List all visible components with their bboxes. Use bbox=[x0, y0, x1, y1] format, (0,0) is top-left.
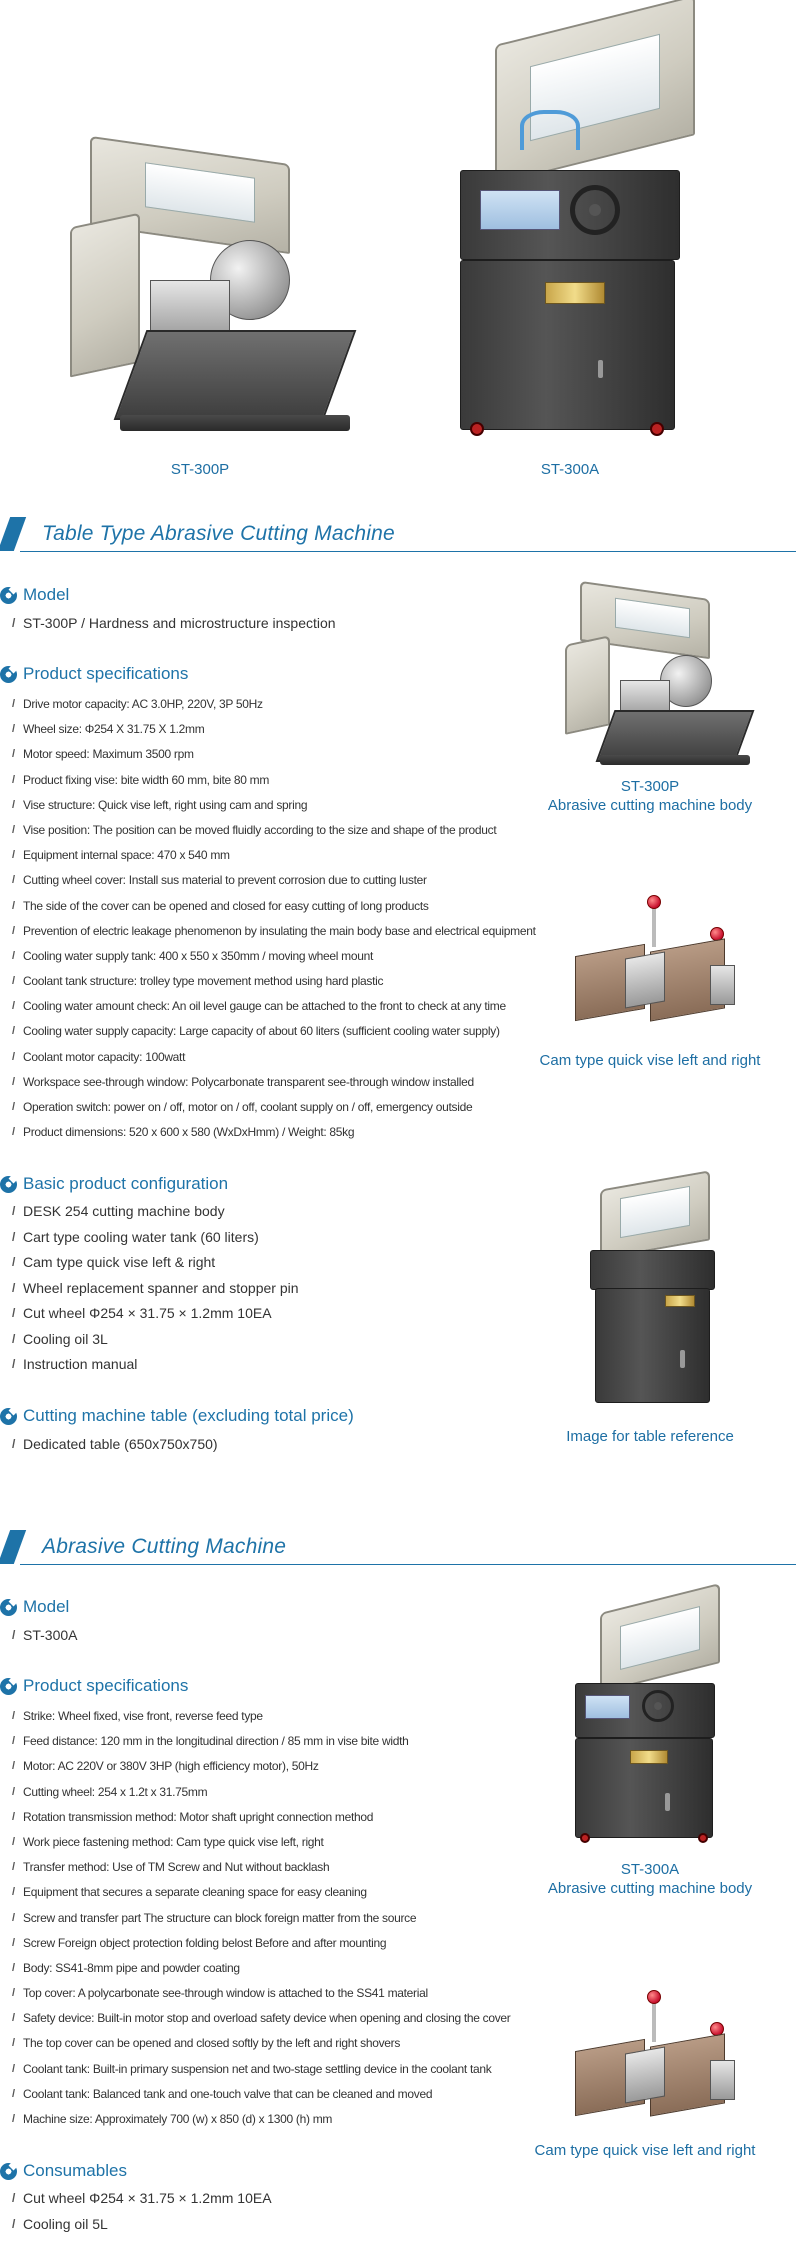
section-heading-table-type bbox=[0, 511, 800, 555]
list-item: / Machine size: Approximately 700 (w) x 850 (d) x 1300 (h) mm bbox=[12, 2107, 511, 2132]
list-item: / Motor speed: Maximum 3500 rpm bbox=[12, 742, 536, 767]
consumables-list bbox=[12, 2186, 272, 2237]
product-spec-heading: Product specifications bbox=[0, 663, 188, 685]
list-item: / Drive motor capacity: AC 3.0HP, 220V, 3P 50Hz bbox=[12, 692, 536, 717]
model-heading: Model bbox=[0, 584, 69, 606]
table-reference-image bbox=[585, 1180, 735, 1410]
hero-label-st-300a: ST-300A bbox=[540, 461, 600, 478]
list-item: / Dedicated table (650x750x750) bbox=[12, 1432, 218, 1458]
list-item: / Product dimensions: 520 x 600 x 580 (WxDxHmm) / Weight: 85kg bbox=[12, 1120, 536, 1145]
model-list bbox=[12, 1623, 77, 1649]
list-item: / Cutting wheel: 254 x 1.2t x 31.75mm bbox=[12, 1780, 511, 1805]
list-item: / Wheel replacement spanner and stopper pin bbox=[12, 1276, 299, 1302]
list-item: / Rotation transmission method: Motor shaft upright connection method bbox=[12, 1805, 511, 1830]
list-item: / Body: SS41-8mm pipe and powder coating bbox=[12, 1956, 511, 1981]
table-reference-caption: Image for table reference bbox=[566, 1428, 734, 1445]
list-item: / Instruction manual bbox=[12, 1352, 299, 1378]
st-300p-side-image bbox=[560, 585, 760, 765]
section-rule bbox=[20, 551, 796, 552]
bullet-circle-icon bbox=[0, 666, 17, 683]
list-item: / Cooling oil 5L bbox=[12, 2212, 272, 2238]
list-item: / Prevention of electric leakage phenomenon by insulating the main body base and electrical equipment bbox=[12, 919, 536, 944]
product-spec-heading: Product specifications bbox=[0, 1675, 188, 1697]
product-spec-list bbox=[12, 692, 536, 1145]
cam-vise-image-2 bbox=[570, 1990, 750, 2130]
list-item: / Cut wheel Φ254 × 31.75 × 1.2mm 10EA bbox=[12, 2186, 272, 2212]
list-item: / Coolant tank: Balanced tank and one-touch valve that can be cleaned and moved bbox=[12, 2082, 511, 2107]
bullet-circle-icon bbox=[0, 1599, 17, 1616]
list-item: / Strike: Wheel fixed, vise front, reverse feed type bbox=[12, 1704, 511, 1729]
section-slash-decor bbox=[0, 517, 26, 551]
list-item: / Operation switch: power on / off, motor on / off, coolant supply on / off, emergency outside bbox=[12, 1095, 536, 1120]
list-item: / Safety device: Built-in motor stop and overload safety device when opening and closing the cover bbox=[12, 2006, 511, 2031]
section-title: Abrasive Cutting Machine bbox=[42, 1535, 287, 1558]
model-heading: Model bbox=[0, 1596, 69, 1618]
bullet-circle-icon bbox=[0, 1678, 17, 1695]
table-heading: Cutting machine table (excluding total price) bbox=[0, 1405, 354, 1427]
list-item: / Cooling water supply capacity: Large capacity of about 60 liters (sufficient cooling water supply) bbox=[12, 1019, 536, 1044]
st-300a-caption: ST-300A Abrasive cutting machine body bbox=[547, 1861, 753, 1897]
bullet-circle-icon bbox=[0, 1176, 17, 1193]
bullet-circle-icon bbox=[0, 1408, 17, 1425]
list-item: / Top cover: A polycarbonate see-through window is attached to the SS41 material bbox=[12, 1981, 511, 2006]
list-item: / Screw and transfer part The structure can block foreign matter from the source bbox=[12, 1906, 511, 1931]
list-item: / Vise position: The position can be moved fluidly according to the size and shape of the product bbox=[12, 818, 536, 843]
list-item: / The top cover can be opened and closed softly by the left and right shovers bbox=[12, 2031, 511, 2056]
product-spec-list bbox=[12, 1704, 511, 2132]
cam-vise-caption-1: Cam type quick vise left and right bbox=[539, 1052, 761, 1069]
st-300a-hero-image bbox=[450, 20, 720, 450]
list-item: / Cooling water supply tank: 400 x 550 x 350mm / moving wheel mount bbox=[12, 944, 536, 969]
list-item: / Equipment that secures a separate cleaning space for easy cleaning bbox=[12, 1880, 511, 1905]
list-item: / Cam type quick vise left & right bbox=[12, 1250, 299, 1276]
st-300p-caption: ST-300P Abrasive cutting machine body bbox=[547, 778, 753, 814]
list-item: / Transfer method: Use of TM Screw and Nut without backlash bbox=[12, 1855, 511, 1880]
hero-label-st-300p: ST-300P bbox=[170, 461, 230, 478]
section-title: Table Type Abrasive Cutting Machine bbox=[42, 522, 395, 545]
list-item: / The side of the cover can be opened and closed for easy cutting of long products bbox=[12, 894, 536, 919]
list-item: / Feed distance: 120 mm in the longitudinal direction / 85 mm in vise bite width bbox=[12, 1729, 511, 1754]
list-item: / Cooling water amount check: An oil level gauge can be attached to the front to check at any time bbox=[12, 994, 536, 1019]
consumables-heading: Consumables bbox=[0, 2160, 127, 2182]
list-item: / Equipment internal space: 470 x 540 mm bbox=[12, 843, 536, 868]
list-item: / Vise structure: Quick vise left, right using cam and spring bbox=[12, 793, 536, 818]
list-item: / Coolant tank structure: trolley type movement method using hard plastic bbox=[12, 969, 536, 994]
list-item: / Wheel size: Φ254 X 31.75 X 1.2mm bbox=[12, 717, 536, 742]
section-slash-decor bbox=[0, 1530, 26, 1564]
list-item: / Cooling oil 3L bbox=[12, 1327, 299, 1353]
list-item: / Cart type cooling water tank (60 liters) bbox=[12, 1225, 299, 1251]
list-item: / Workspace see-through window: Polycarbonate transparent see-through window installed bbox=[12, 1070, 536, 1095]
basic-config-heading: Basic product configuration bbox=[0, 1173, 228, 1195]
list-item: / Product fixing vise: bite width 60 mm, bite 80 mm bbox=[12, 768, 536, 793]
bullet-circle-icon bbox=[0, 587, 17, 604]
list-item: / Coolant tank: Built-in primary suspension net and two-stage settling device in the coolant tank bbox=[12, 2057, 511, 2082]
list-item: / DESK 254 cutting machine body bbox=[12, 1199, 299, 1225]
list-item: / Screw Foreign object protection folding belost Before and after mounting bbox=[12, 1931, 511, 1956]
list-item: / ST-300A bbox=[12, 1623, 77, 1649]
st-300a-side-image bbox=[570, 1598, 740, 1848]
list-item: / Cut wheel Φ254 × 31.75 × 1.2mm 10EA bbox=[12, 1301, 299, 1327]
list-item: / ST-300P / Hardness and microstructure inspection bbox=[12, 611, 336, 637]
model-list bbox=[12, 611, 336, 637]
list-item: / Motor: AC 220V or 380V 3HP (high efficiency motor), 50Hz bbox=[12, 1754, 511, 1779]
section-rule bbox=[20, 1564, 796, 1565]
list-item: / Coolant motor capacity: 100watt bbox=[12, 1045, 536, 1070]
cam-vise-caption-2: Cam type quick vise left and right bbox=[534, 2142, 756, 2159]
cam-vise-image-1 bbox=[570, 895, 750, 1035]
section-heading-abrasive bbox=[0, 1524, 800, 1568]
st-300p-hero-image bbox=[60, 130, 360, 450]
list-item: / Work piece fastening method: Cam type quick vise left, right bbox=[12, 1830, 511, 1855]
basic-config-list bbox=[12, 1199, 299, 1378]
bullet-circle-icon bbox=[0, 2163, 17, 2180]
table-list bbox=[12, 1432, 218, 1458]
list-item: / Cutting wheel cover: Install sus material to prevent corrosion due to cutting luster bbox=[12, 868, 536, 893]
